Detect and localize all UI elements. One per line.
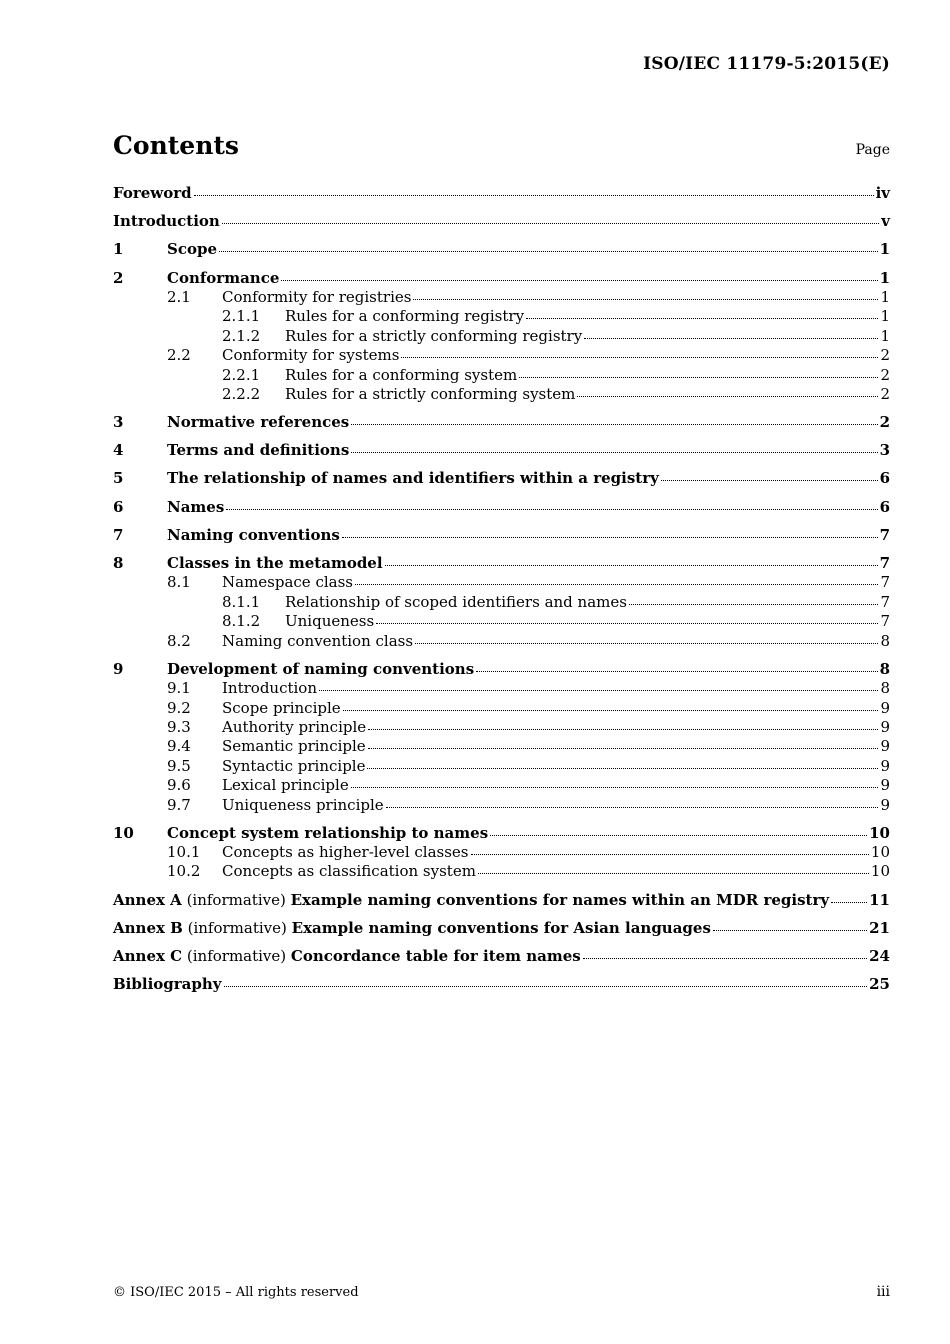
toc-entry-title-text: Syntactic principle: [222, 756, 366, 775]
toc-entry-page: 9: [880, 756, 890, 775]
toc-entry-number: 9.3: [167, 717, 191, 736]
toc-entry-number: 10.2: [167, 862, 201, 881]
toc-entry-title: [222, 862, 476, 881]
toc-entry-page: 9: [880, 776, 890, 795]
toc-entry-page: 9: [880, 698, 890, 717]
toc-entry[interactable]: [113, 184, 890, 203]
toc-entry[interactable]: [113, 593, 890, 612]
dot-leader: [342, 533, 878, 538]
annex-title-text: Example naming conventions for names within an MDR registry: [290, 890, 830, 909]
dot-leader: [351, 448, 877, 453]
toc-entry[interactable]: [113, 824, 890, 843]
dot-leader: [319, 686, 878, 691]
toc-entry-page: 7: [880, 612, 890, 631]
toc-entry-page: 7: [879, 525, 890, 544]
dot-leader: [222, 219, 879, 224]
toc-entry-page: 2: [880, 365, 890, 384]
toc-entry-title-text: Conformity for registries: [222, 287, 412, 306]
dot-leader: [629, 600, 879, 605]
toc-entry-number: 1: [113, 240, 124, 259]
dot-leader: [194, 191, 874, 196]
dot-leader: [490, 831, 867, 836]
toc-entry-page: iv: [875, 184, 890, 202]
toc-entry-page: 1: [879, 240, 890, 259]
toc-entry-title-text: Naming convention class: [222, 631, 414, 650]
dot-leader: [526, 314, 878, 319]
toc-entry-title-text: Introduction: [113, 212, 220, 231]
toc-entry-title: [167, 554, 383, 573]
toc-entry-page: 1: [880, 326, 890, 345]
toc-entry[interactable]: [113, 413, 890, 432]
toc-entry-title-text: Rules for a conforming registry: [285, 307, 525, 326]
dot-leader: [413, 295, 878, 300]
toc-entry-number: 10.1: [167, 843, 201, 862]
toc-entry-page: 10: [870, 862, 890, 881]
dot-leader: [351, 783, 879, 788]
toc-entry-page: 9: [880, 795, 890, 814]
toc-entry-title: [222, 757, 365, 776]
toc-entry-title: [285, 366, 517, 385]
toc-entry-title-text: Concepts as higher-level classes: [222, 843, 469, 862]
toc-entry-title: [222, 718, 366, 737]
toc-entry-page: 3: [879, 441, 890, 460]
toc-entry-title-text: Authority principle: [222, 717, 367, 736]
dot-leader: [368, 725, 878, 730]
toc-entry-title-text: Annex B: [113, 918, 183, 937]
dot-leader: [367, 764, 878, 769]
toc-entry-number: 2: [113, 268, 124, 287]
dot-leader: [401, 353, 878, 358]
toc-entry-page: v: [881, 212, 890, 231]
toc-entry-title-text: Bibliography: [113, 975, 222, 994]
toc-entry-title-text: Conformance: [167, 268, 280, 287]
toc-entry-title: [222, 679, 317, 698]
toc-entry-title-text: Rules for a strictly conforming system: [285, 384, 576, 403]
toc-entry-title-text: Scope: [167, 240, 218, 259]
toc-entry-title-text: Classes in the metamodel: [167, 554, 383, 573]
toc-entry[interactable]: [113, 240, 890, 259]
annex-type-note: (informative): [182, 947, 291, 966]
toc-entry-title-text: Semantic principle: [222, 737, 366, 756]
toc-entry-title-text: Normative references: [167, 413, 350, 432]
toc-entry-page: 9: [880, 737, 890, 756]
toc-entry-number: 2.2.2: [222, 384, 261, 403]
dot-leader: [577, 392, 878, 397]
toc-entry-title: [113, 919, 711, 938]
toc-entry-number: 9.7: [167, 795, 191, 814]
toc-entry-title-text: Uniqueness principle: [222, 795, 384, 814]
toc-entry-title: [285, 612, 374, 631]
copyright-notice: © ISO/IEC 2015 – All rights reserved: [113, 1285, 359, 1300]
toc-entry[interactable]: [113, 288, 890, 307]
toc-entry-title: [113, 212, 220, 231]
annex-title-text: Example naming conventions for Asian languages: [291, 918, 711, 937]
toc-entry-title: [167, 240, 217, 259]
toc-entry[interactable]: [113, 385, 890, 404]
toc-entry-title: [167, 469, 659, 488]
dot-leader: [583, 954, 867, 959]
toc-entry-number: 8.1.2: [222, 612, 261, 631]
toc-entry-title-text: Annex A: [113, 890, 182, 909]
dot-leader: [476, 667, 877, 672]
toc-entry-number: 2.1.1: [222, 307, 261, 326]
page-title: Contents: [113, 131, 240, 160]
toc-entry-number: 10: [113, 823, 134, 842]
toc-entry-number: 2.2.1: [222, 365, 261, 384]
toc-entry-number: 9.2: [167, 698, 191, 717]
toc-entry-page: 8: [879, 659, 890, 678]
dot-leader: [368, 744, 879, 749]
toc-entry-number: 8: [113, 554, 124, 573]
toc-entry-title-text: Concepts as classification system: [222, 862, 476, 881]
toc-entry-title-text: Terms and definitions: [167, 441, 350, 460]
toc-entry[interactable]: [113, 441, 890, 460]
toc-entry-page: 10: [870, 843, 890, 862]
toc-entry-number: 2.2: [167, 346, 191, 365]
toc-entry-title: [222, 699, 341, 718]
toc-entry-title: [167, 413, 349, 432]
toc-entry-title: [222, 776, 349, 795]
toc-entry[interactable]: [113, 346, 890, 365]
toc-entry-title: [167, 269, 279, 288]
toc-entry-page: 21: [869, 918, 890, 937]
toc-entry-page: 25: [869, 975, 890, 994]
toc-entry-title-text: Relationship of scoped identifiers and names: [285, 592, 627, 611]
toc-entry[interactable]: [113, 975, 890, 994]
toc-entry-title: [167, 526, 340, 545]
toc-entry-title-text: Naming conventions: [167, 525, 340, 544]
toc-entry-page: 6: [879, 469, 890, 488]
toc-entry-title-text: Introduction: [222, 679, 317, 698]
dot-leader: [478, 869, 869, 874]
toc-entry-number: 9.6: [167, 776, 191, 795]
toc-entry-title: [222, 573, 353, 592]
toc-entry-title-text: Scope principle: [222, 698, 341, 717]
toc-entry-page: 2: [879, 413, 890, 432]
toc-entry-title-text: Rules for a strictly conforming registry: [285, 326, 583, 345]
toc-entry[interactable]: [113, 327, 890, 346]
toc-entry-page: 1: [880, 307, 890, 326]
dot-leader: [386, 803, 879, 808]
toc-entry-title: [222, 843, 469, 862]
toc-entry-number: 8.1.1: [222, 592, 261, 611]
toc-entry[interactable]: [113, 660, 890, 679]
dot-leader: [351, 420, 877, 425]
table-of-contents: [113, 184, 890, 995]
toc-entry-title: [285, 327, 582, 346]
toc-entry-title: [285, 307, 524, 326]
toc-entry-title: [222, 346, 399, 365]
toc-entry-title-text: Lexical principle: [222, 776, 349, 795]
toc-entry-title-text: Foreword: [113, 184, 192, 202]
toc-entry-title: [167, 824, 488, 843]
toc-entry-page: 1: [880, 287, 890, 306]
toc-entry-title: [113, 184, 192, 203]
toc-entry[interactable]: [113, 307, 890, 326]
toc-entry-page: 10: [869, 823, 890, 842]
dot-leader: [584, 334, 878, 339]
toc-entry[interactable]: [113, 469, 890, 488]
toc-entry-number: 9.1: [167, 679, 191, 698]
dot-leader: [831, 898, 867, 903]
toc-entry[interactable]: [113, 269, 890, 288]
toc-entry-title: [222, 796, 384, 815]
toc-entry-page: 8: [880, 631, 890, 650]
toc-entry-title-text: Annex C: [113, 947, 183, 966]
toc-entry-title: [113, 891, 829, 910]
toc-entry-number: 9.4: [167, 737, 191, 756]
toc-entry-title: [285, 385, 575, 404]
toc-entry-number: 8.2: [167, 631, 191, 650]
toc-entry[interactable]: [113, 612, 890, 631]
dot-leader: [226, 505, 877, 510]
toc-entry-title-text: Uniqueness: [285, 612, 375, 631]
toc-entry[interactable]: [113, 632, 890, 651]
toc-entry-page: 1: [879, 268, 890, 287]
dot-leader: [281, 276, 877, 281]
toc-entry-title: [113, 975, 222, 994]
dot-leader: [415, 639, 878, 644]
toc-entry[interactable]: [113, 919, 890, 938]
annex-title-text: Concordance table for item names: [290, 947, 581, 966]
toc-entry-number: 2.1.2: [222, 326, 261, 345]
toc-entry-title: [285, 593, 627, 612]
toc-entry-title-text: Development of naming conventions: [167, 659, 475, 678]
toc-entry[interactable]: [113, 843, 890, 862]
toc-entry[interactable]: [113, 679, 890, 698]
annex-type-note: (informative): [181, 890, 291, 909]
toc-entry[interactable]: [113, 498, 890, 517]
toc-entry-title: [113, 947, 581, 966]
toc-entry-number: 9.5: [167, 756, 191, 775]
toc-entry[interactable]: [113, 212, 890, 231]
dot-leader: [713, 926, 867, 931]
toc-entry-number: 2.1: [167, 287, 191, 306]
toc-entry-page: 2: [880, 346, 890, 365]
dot-leader: [219, 247, 878, 252]
toc-entry-page: 7: [880, 592, 890, 611]
toc-entry[interactable]: [113, 891, 890, 910]
toc-entry-title: [222, 737, 366, 756]
toc-entry-title: [167, 441, 349, 460]
toc-entry-page: 2: [880, 384, 890, 403]
toc-entry[interactable]: [113, 366, 890, 385]
toc-entry-title-text: Concept system relationship to names: [167, 823, 489, 842]
toc-entry[interactable]: [113, 554, 890, 573]
toc-entry-title-text: Rules for a conforming system: [285, 365, 518, 384]
toc-entry-number: 8.1: [167, 573, 191, 592]
dot-leader: [661, 476, 878, 481]
toc-entry-title-text: Conformity for systems: [222, 346, 400, 365]
toc-entry[interactable]: [113, 699, 890, 718]
toc-entry-number: 5: [113, 469, 124, 488]
toc-entry-number: 4: [113, 441, 124, 460]
toc-entry-title: [222, 632, 413, 651]
toc-entry-page: 24: [869, 947, 890, 966]
toc-entry[interactable]: [113, 737, 890, 756]
toc-entry-title: [167, 660, 474, 679]
dot-leader: [355, 580, 878, 585]
toc-entry-page: 9: [880, 717, 890, 736]
toc-entry-number: 9: [113, 659, 124, 678]
toc-entry[interactable]: [113, 573, 890, 592]
document-id: ISO/IEC 11179-5:2015(E): [643, 54, 890, 74]
dot-leader: [224, 982, 868, 987]
toc-entry[interactable]: [113, 776, 890, 795]
toc-entry-number: 7: [113, 525, 124, 544]
annex-type-note: (informative): [182, 918, 292, 937]
dot-leader: [376, 619, 878, 624]
toc-entry[interactable]: [113, 718, 890, 737]
toc-entry[interactable]: [113, 862, 890, 881]
page-column-label: Page: [855, 142, 890, 158]
toc-entry[interactable]: [113, 526, 890, 545]
toc-entry-number: 3: [113, 413, 124, 432]
toc-entry[interactable]: [113, 796, 890, 815]
toc-entry-page: 6: [879, 497, 890, 516]
toc-entry-page: 8: [880, 679, 890, 698]
toc-entry-title-text: Namespace class: [222, 573, 353, 592]
toc-entry-page: 7: [880, 573, 890, 592]
dot-leader: [343, 706, 879, 711]
toc-entry[interactable]: [113, 757, 890, 776]
page-number: iii: [876, 1284, 890, 1300]
dot-leader: [519, 373, 878, 378]
toc-entry[interactable]: [113, 947, 890, 966]
toc-entry-page: 7: [879, 554, 890, 573]
dot-leader: [471, 850, 869, 855]
toc-entry-title-text: Names: [167, 497, 225, 516]
toc-entry-title: [222, 288, 411, 307]
dot-leader: [385, 561, 878, 566]
toc-entry-page: 11: [869, 890, 890, 909]
toc-entry-title: [167, 498, 224, 517]
toc-entry-number: 6: [113, 497, 124, 516]
toc-entry-title-text: The relationship of names and identifiers within a registry: [167, 469, 659, 488]
